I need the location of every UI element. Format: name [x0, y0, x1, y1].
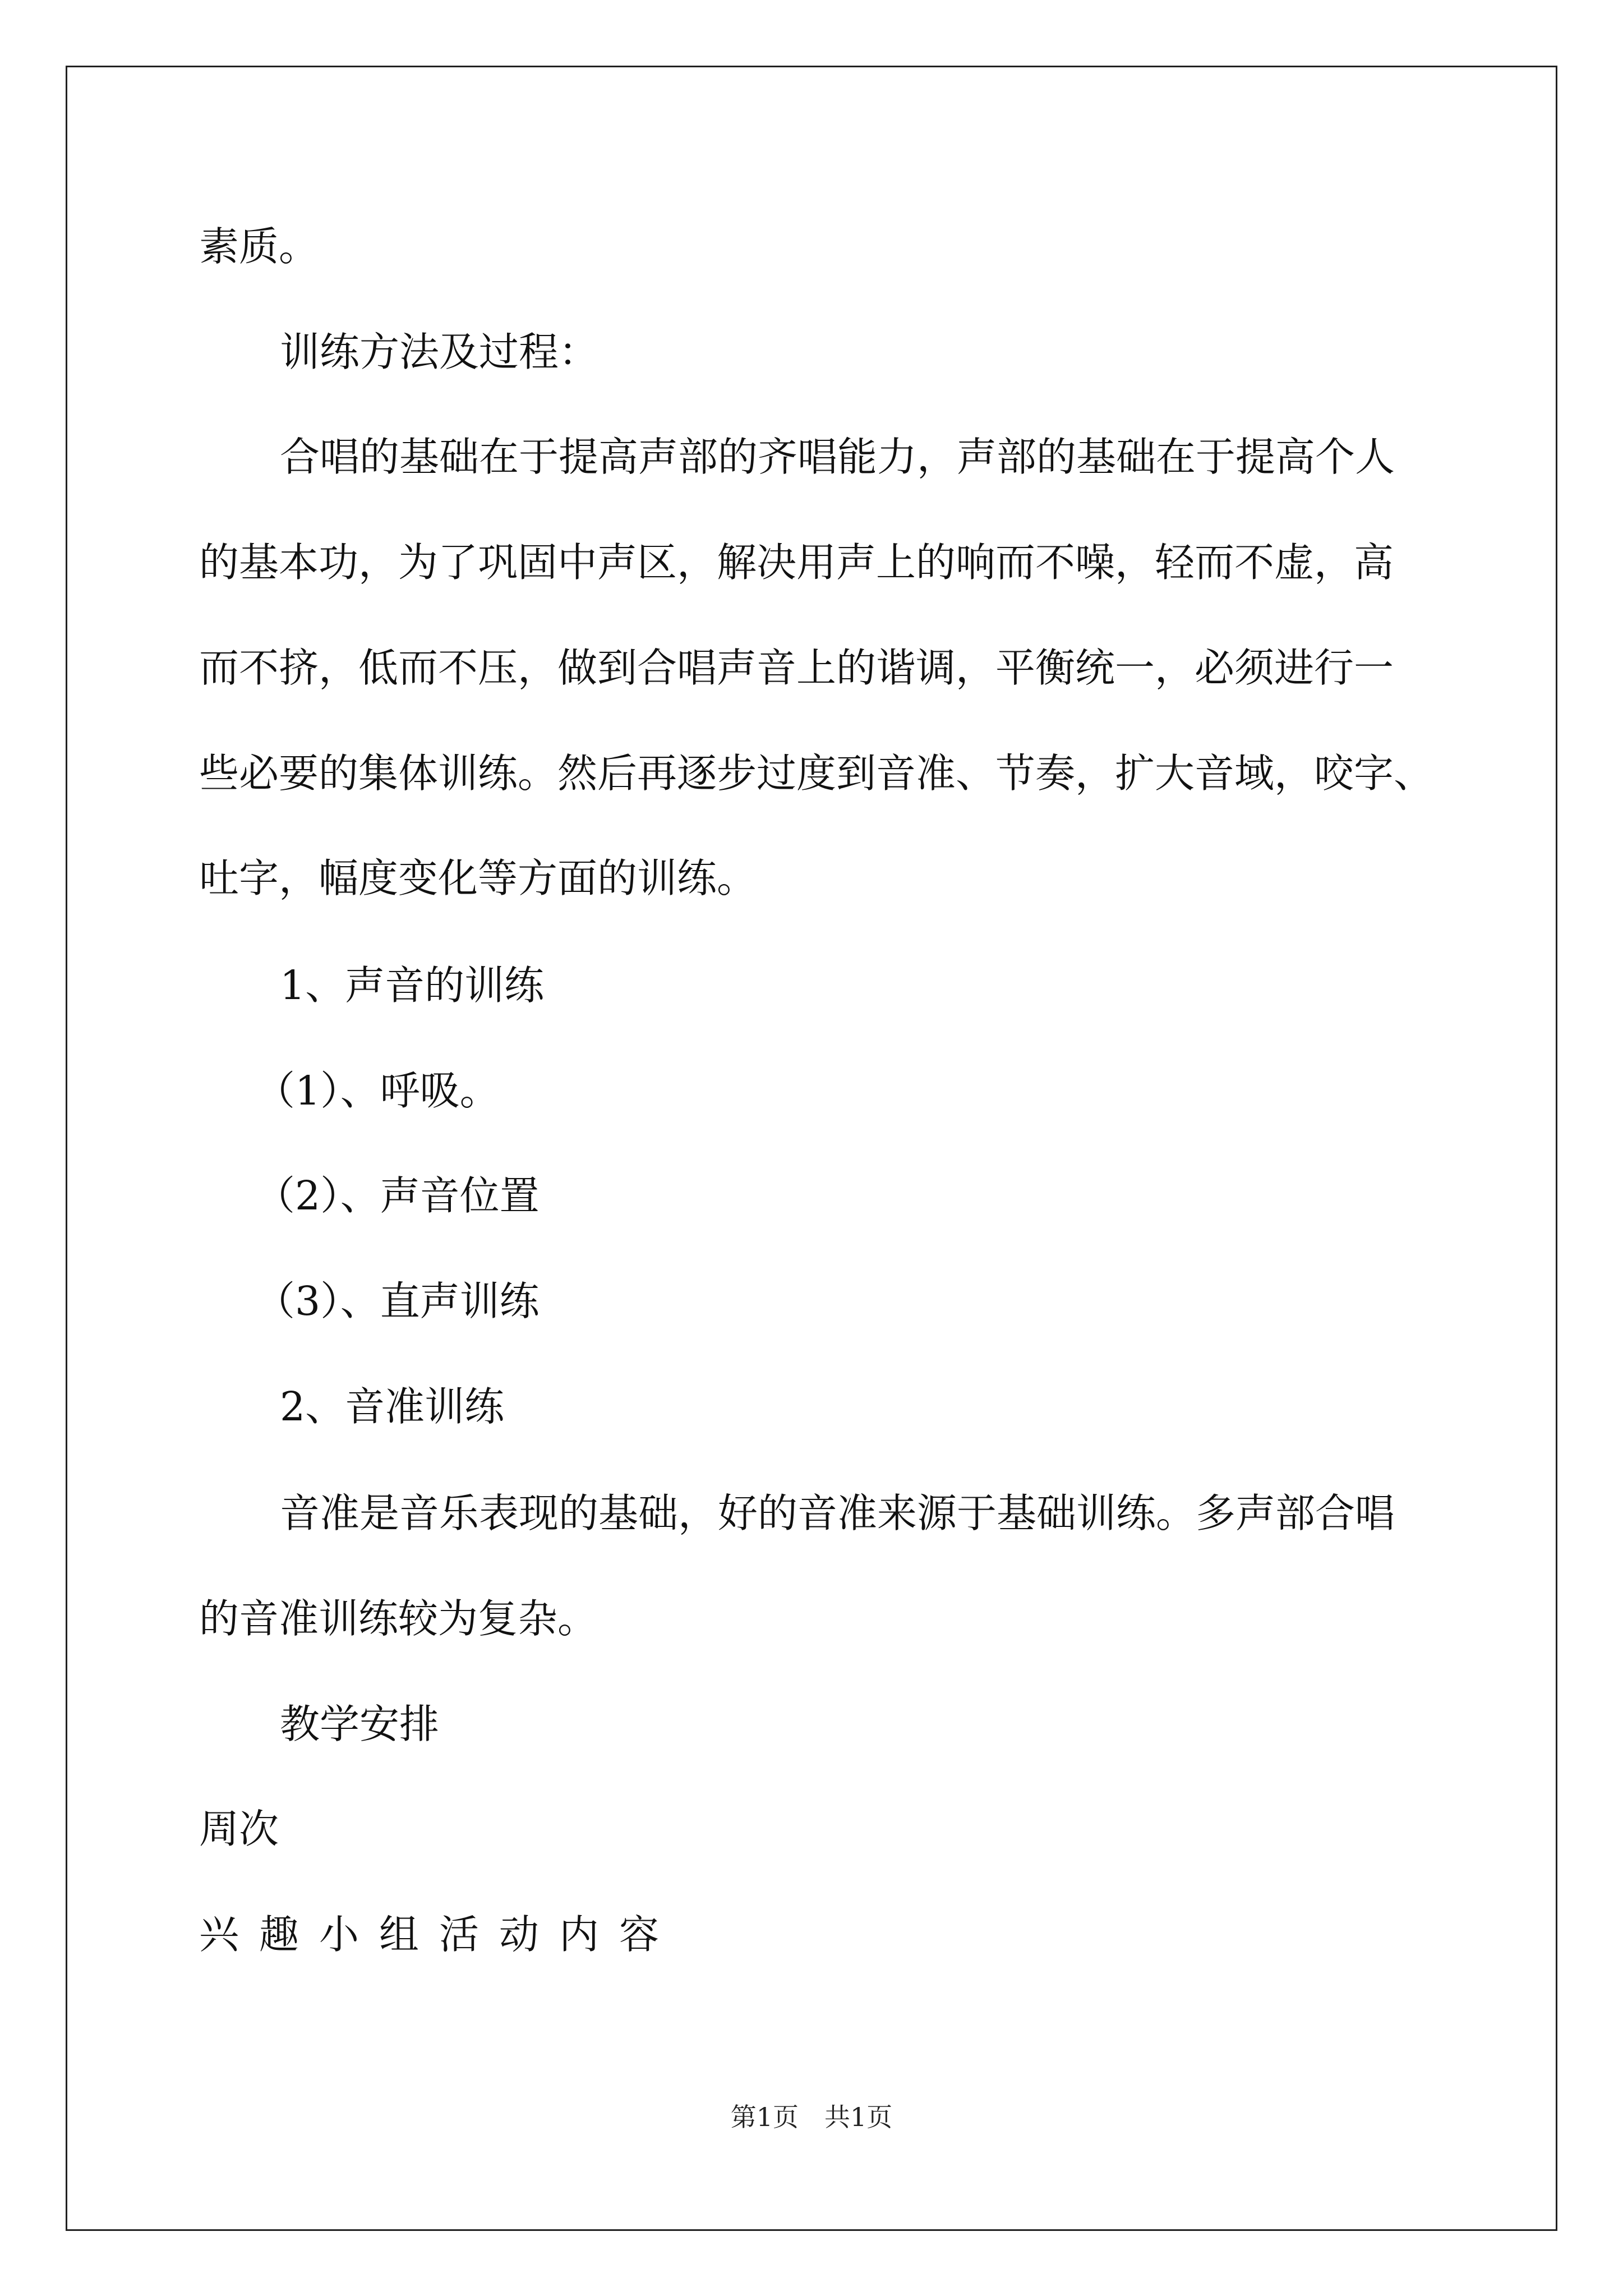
page-border [66, 66, 1557, 2231]
list-heading: 1、声音的训练 [280, 962, 545, 1009]
paragraph-line: 的基本功，为了巩固中声区，解决用声上的响而不噪，轻而不虚，高 [199, 539, 1394, 586]
list-heading: 2、音准训练 [280, 1383, 505, 1430]
paragraph-line: 合唱的基础在于提高声部的齐唱能力，声部的基础在于提高个人 [280, 434, 1395, 480]
list-item: （3）、直声训练 [255, 1278, 540, 1324]
paragraph-line: 而不挤，低而不压，做到合唱声音上的谐调，平衡统一，必须进行一 [199, 645, 1394, 691]
paragraph-line: 些必要的集体训练。然后再逐步过度到音准、节奏，扩大音域，咬字、 [199, 750, 1434, 797]
section-heading: 教学安排 [280, 1701, 440, 1747]
page-footer: 第1页 共1页 [730, 2102, 893, 2132]
paragraph-line: 吐字，幅度变化等方面的训练。 [199, 855, 757, 901]
paragraph-line: 音准是音乐表现的基础，好的音准来源于基础训练。多声部合唱 [280, 1490, 1395, 1536]
table-label: 兴趣小组活动内容 [199, 1911, 680, 1958]
text-line: 素质。 [199, 223, 319, 270]
list-item: （1）、呼吸。 [255, 1068, 500, 1114]
table-label: 周次 [199, 1806, 279, 1852]
paragraph-line: 的音准训练较为复杂。 [199, 1595, 598, 1642]
list-item: （2）、声音位置 [255, 1172, 540, 1219]
section-heading: 训练方法及过程： [280, 329, 599, 375]
